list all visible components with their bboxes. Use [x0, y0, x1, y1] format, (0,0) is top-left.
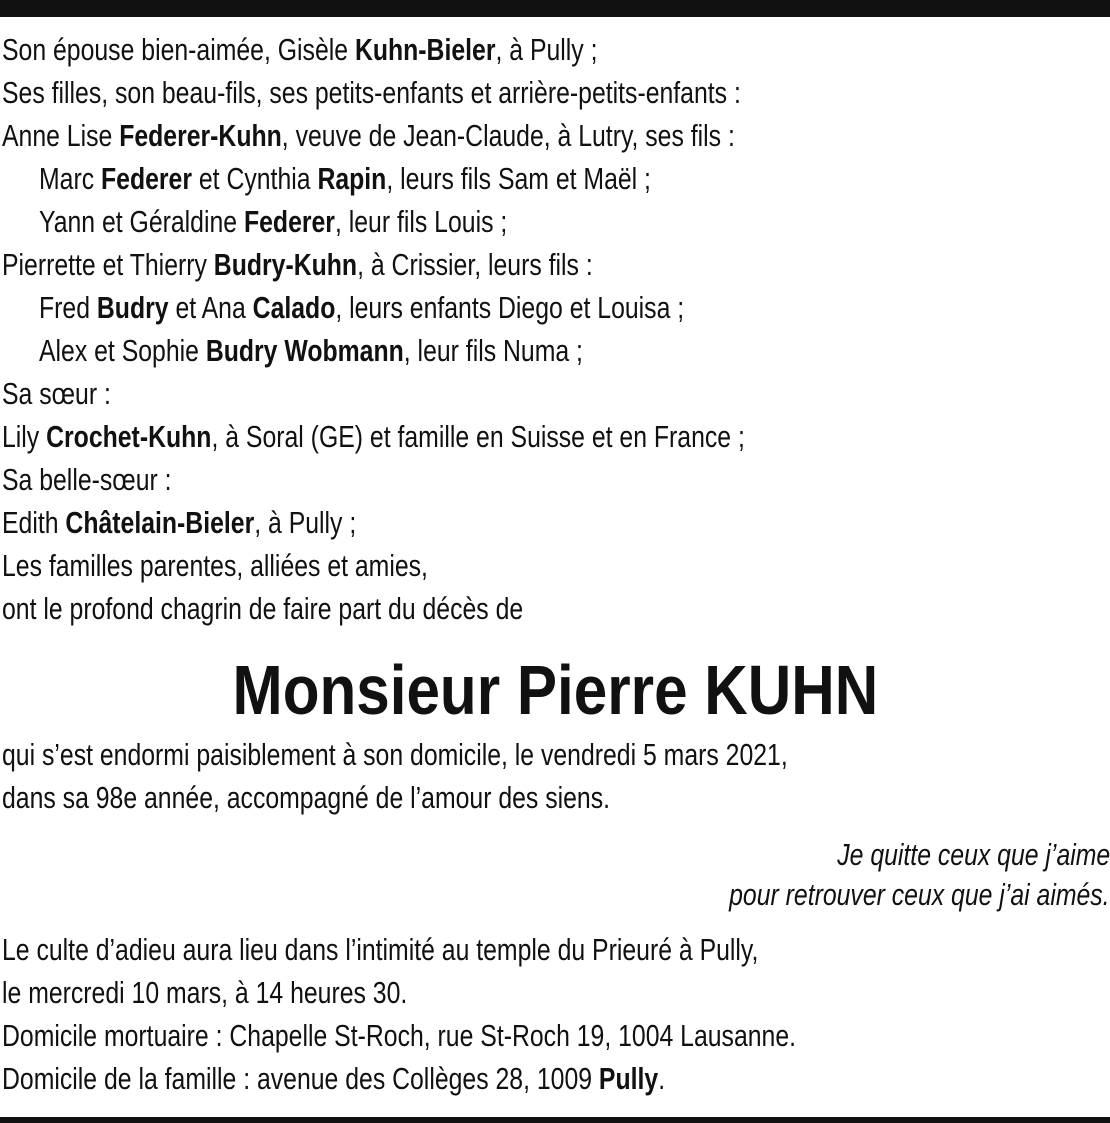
- death-notice-line-1: qui s’est endormi paisiblement à son domicile, le vendredi 5 mars 2021,: [2, 737, 788, 772]
- family-line-marc: Marc Federer et Cynthia Rapin, leurs fils Sam et Maël ;: [39, 161, 651, 196]
- family-line-sister-heading: Sa sœur :: [2, 376, 111, 411]
- quote-line-2: pour retrouver ceux que j’ai aimés.: [729, 877, 1110, 912]
- ceremony-line-1: Le culte d’adieu aura lieu dans l’intimité au temple du Prieuré à Pully,: [2, 932, 759, 967]
- family-address: Domicile de la famille : avenue des Collèges 28, 1009 Pully.: [2, 1061, 666, 1096]
- family-line-anne-lise: Anne Lise Federer-Kuhn, veuve de Jean-Claude, à Lutry, ses fils :: [2, 118, 735, 153]
- family-line-lily: Lily Crochet-Kuhn, à Soral (GE) et famille en Suisse et en France ;: [2, 419, 745, 454]
- family-line-daughters-heading: Ses filles, son beau-fils, ses petits-enfants et arrière-petits-enfants :: [2, 75, 741, 110]
- death-notice-line-2: dans sa 98e année, accompagné de l’amour des siens.: [2, 780, 610, 815]
- family-line-relatives: Les familles parentes, alliées et amies,: [2, 548, 428, 583]
- family-line-pierrette: Pierrette et Thierry Budry-Kuhn, à Crissier, leurs fils :: [2, 247, 593, 282]
- family-line-yann: Yann et Géraldine Federer, leur fils Louis ;: [39, 204, 508, 239]
- top-rule: [0, 0, 1110, 17]
- family-line-sister-in-law-heading: Sa belle-sœur :: [2, 462, 172, 497]
- family-line-edith: Edith Châtelain-Bieler, à Pully ;: [2, 505, 357, 540]
- deceased-name: Monsieur Pierre KUHN: [232, 651, 878, 729]
- family-line-fred: Fred Budry et Ana Calado, leurs enfants Diego et Louisa ;: [39, 290, 685, 325]
- bottom-rule: [0, 1117, 1110, 1123]
- quote-line-1: Je quitte ceux que j’aime: [837, 837, 1110, 872]
- family-line-alex: Alex et Sophie Budry Wobmann, leur fils Numa ;: [39, 333, 583, 368]
- family-line-spouse: Son épouse bien-aimée, Gisèle Kuhn-Bieler, à Pully ;: [2, 32, 598, 67]
- family-line-announcement: ont le profond chagrin de faire part du décès de: [2, 591, 524, 626]
- mortuary-address: Domicile mortuaire : Chapelle St-Roch, rue St-Roch 19, 1004 Lausanne.: [2, 1018, 797, 1053]
- ceremony-line-2: le mercredi 10 mars, à 14 heures 30.: [2, 975, 408, 1010]
